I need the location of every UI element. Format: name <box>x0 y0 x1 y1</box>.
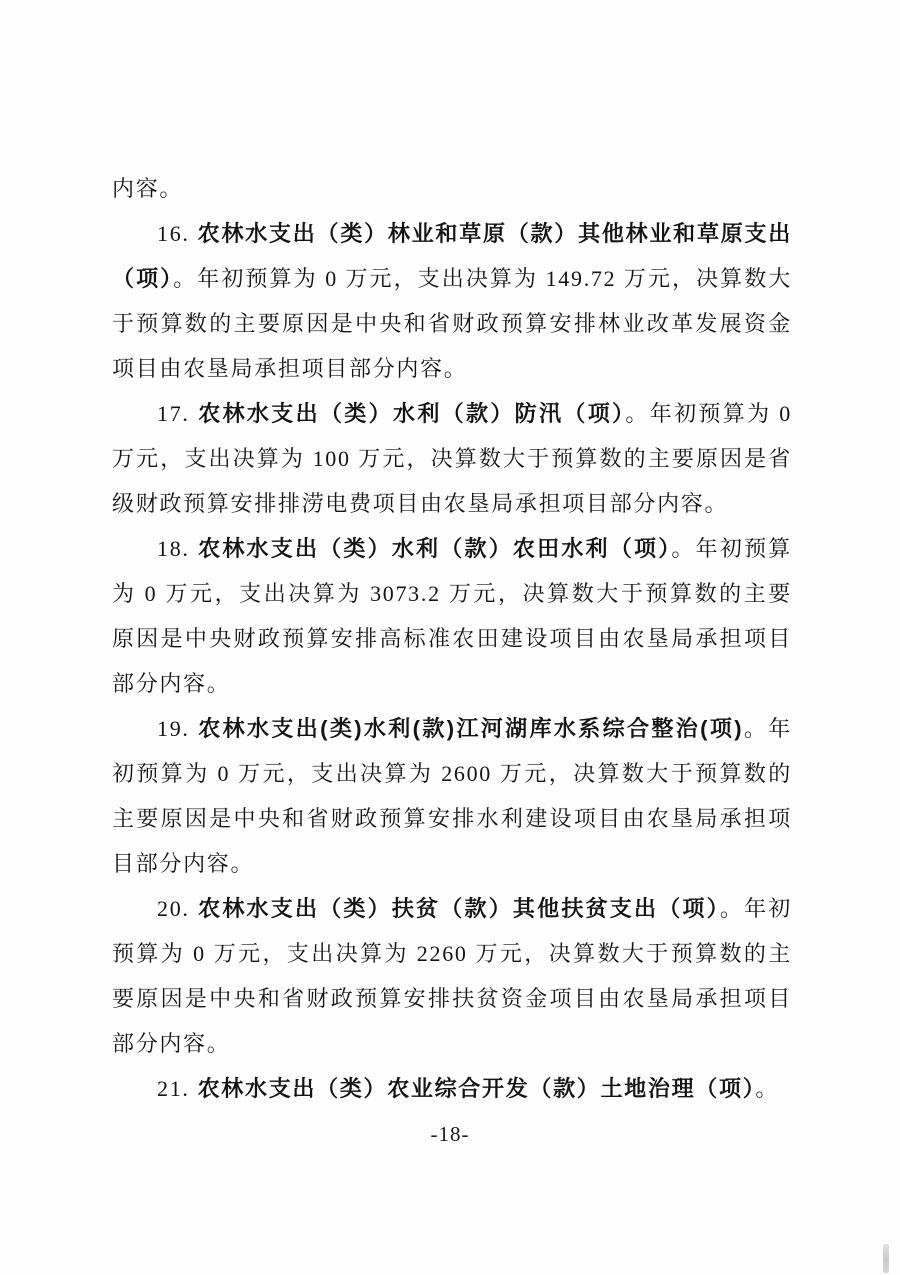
paragraph-21-heading: 农林水支出（类）农业综合开发（款）土地治理（项） <box>197 1076 756 1101</box>
paragraph-20 <box>112 886 792 1066</box>
paragraph-19-body: 。年初预算为 0 万元，支出决算为 2600 万元，决算数大于预算数的主要原因是中央和省财政预算安排水利建设项目由农垦局承担项目部分内容。 <box>112 716 792 876</box>
paragraph-16 <box>112 211 792 391</box>
paragraph-19-heading: 农林水支出(类)水利(款)江河湖库水系综合整治(项) <box>197 716 744 741</box>
paragraph-21 <box>112 1066 792 1111</box>
page-number: -18- <box>430 1122 470 1146</box>
paragraph-18-body: 。年初预算为 0 万元，支出决算为 3073.2 万元，决算数大于预算数的主要原因是中央财政预算安排高标准农田建设项目由农垦局承担项目部分内容。 <box>112 536 792 696</box>
document-text-block <box>112 166 792 1111</box>
paragraph-17-number: 17. <box>157 401 190 426</box>
paragraph-19 <box>112 706 792 886</box>
paragraph-20-number: 20. <box>157 896 190 921</box>
continuation-line: 内容。 <box>112 176 184 201</box>
paragraph-17-heading: 农林水支出（类）水利（款）防汛（项） <box>197 401 626 426</box>
paragraph-18-heading: 农林水支出（类）水利（款）农田水利（项） <box>197 536 672 561</box>
scan-edge-artifact <box>883 1244 889 1273</box>
paragraph-16-body: 。年初预算为 0 万元，支出决算为 149.72 万元，决算数大于预算数的主要原因是中央和省财政预算安排林业改革发展资金项目由农垦局承担项目部分内容。 <box>112 266 792 381</box>
paragraph-18 <box>112 526 792 706</box>
paragraph-17-body: 。年初预算为 0 万元，支出决算为 100 万元，决算数大于预算数的主要原因是省级财政预算安排排涝电费项目由农垦局承担项目部分内容。 <box>112 401 792 516</box>
paragraph-17 <box>112 391 792 526</box>
paragraph-16-number: 16. <box>157 221 190 246</box>
paragraph-20-heading: 农林水支出（类）扶贫（款）其他扶贫支出（项） <box>197 896 720 921</box>
paragraph-21-number: 21. <box>157 1076 190 1101</box>
paragraph-19-number: 19. <box>157 716 190 741</box>
paragraph-16-heading: 农林水支出（类）林业和草原（款）其他林业和草原支出（项） <box>112 221 792 291</box>
paragraph-21-body: 。 <box>755 1076 780 1101</box>
paragraph-18-number: 18. <box>157 536 190 561</box>
paragraph-20-body: 。年初预算为 0 万元，支出决算为 2260 万元，决算数大于预算数的主要原因是中央和省财政预算安排扶贫资金项目由农垦局承担项目部分内容。 <box>112 896 792 1056</box>
